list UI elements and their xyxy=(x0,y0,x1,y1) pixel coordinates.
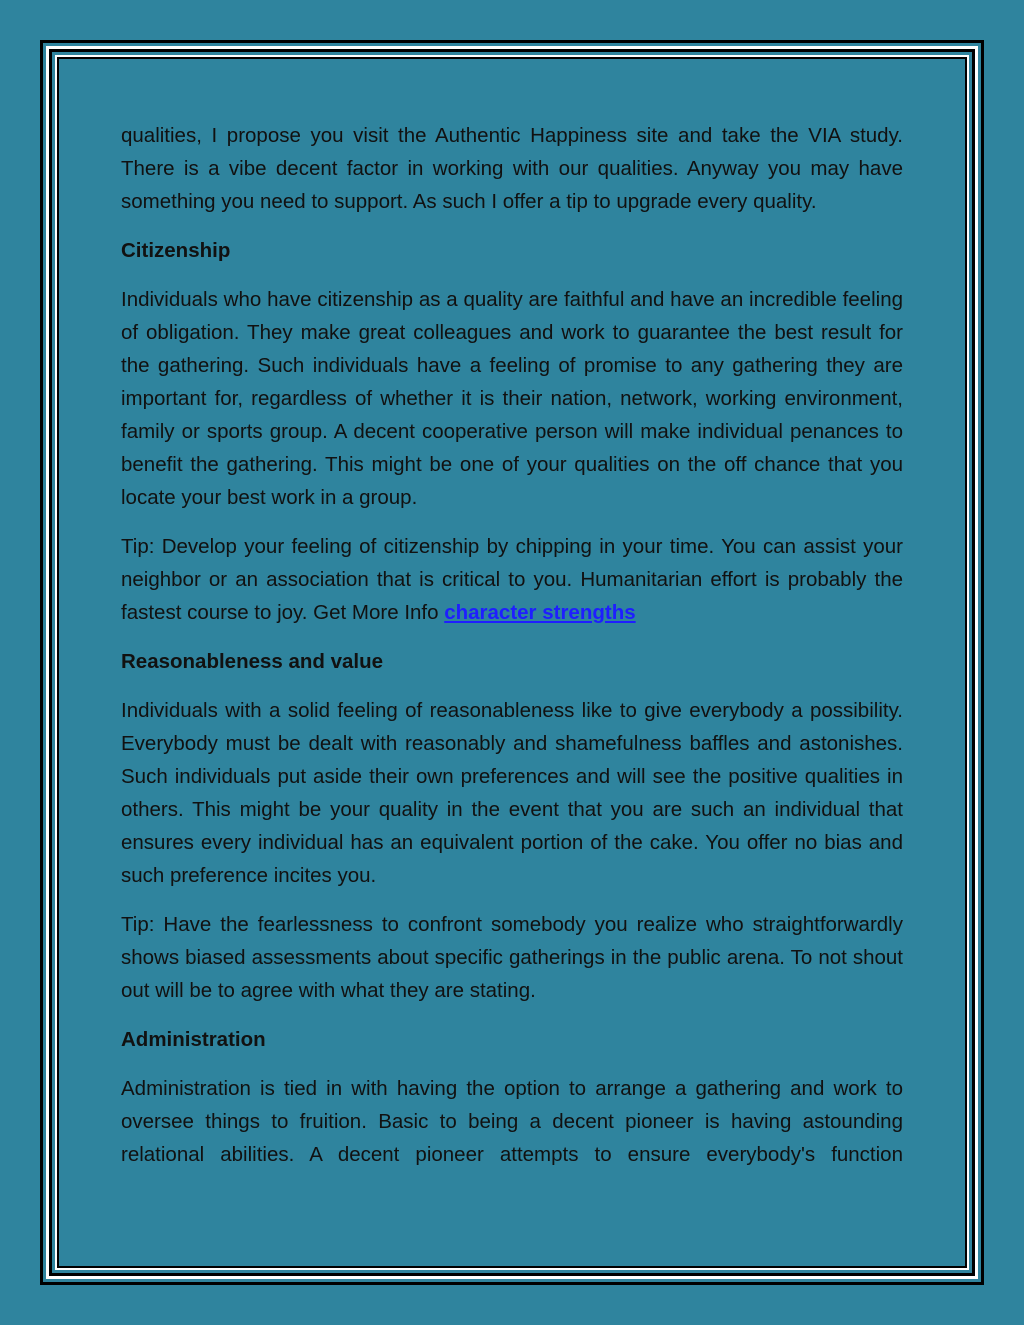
heading-reasonableness: Reasonableness and value xyxy=(121,650,384,673)
paragraph-reasonableness-tip: Tip: Have the fearlessness to confront somebody you realize who straightforwardly shows biased assessments about specific gatherings in the public arena. To not shout out will be to agree with what they are stating. xyxy=(121,913,903,1002)
heading-administration: Administration xyxy=(121,1028,266,1051)
paragraph-citizenship-tip xyxy=(121,530,903,629)
document-body xyxy=(121,119,903,1187)
paragraph-reasonableness: Individuals with a solid feeling of reasonableness like to give everybody a possibility. Everybody must be dealt with reasonably and shamefulness baffles and astonishes. Such individuals put aside their own preferences and will see the positive qualities in others. This might be your quality in the event that you are such an individual that ensures every individual has an equivalent portion of the cake. You offer no bias and such preference incites you. xyxy=(121,699,903,887)
paragraph-intro: qualities, I propose you visit the Authentic Happiness site and take the VIA study. There is a vibe decent factor in working with our qualities. Anyway you may have something you need to support. As such I offer a tip to upgrade every quality. xyxy=(121,124,903,213)
heading-citizenship: Citizenship xyxy=(121,239,231,262)
paragraph-administration: Administration is tied in with having the option to arrange a gathering and work to oversee things to fruition. Basic to being a decent pioneer is having astounding relational abilities. A decent pioneer attempts to ensure everybody's function xyxy=(121,1077,903,1166)
paragraph-citizenship: Individuals who have citizenship as a quality are faithful and have an incredible feeling of obligation. They make great colleagues and work to guarantee the best result for the gathering. Such individuals have a feeling of promise to any gathering they are important for, regardless of whether it is their nation, network, working environment, family or sports group. A decent cooperative person will make individual penances to benefit the gathering. This might be one of your qualities on the off chance that you locate your best work in a group. xyxy=(121,288,903,509)
tip-text: Tip: Develop your feeling of citizenship by chipping in your time. You can assist your neighbor or an association that is critical to you. Humanitarian effort is probably the fastest course to joy. Get More Info xyxy=(121,535,903,624)
character-strengths-link[interactable]: character strengths xyxy=(444,601,636,624)
